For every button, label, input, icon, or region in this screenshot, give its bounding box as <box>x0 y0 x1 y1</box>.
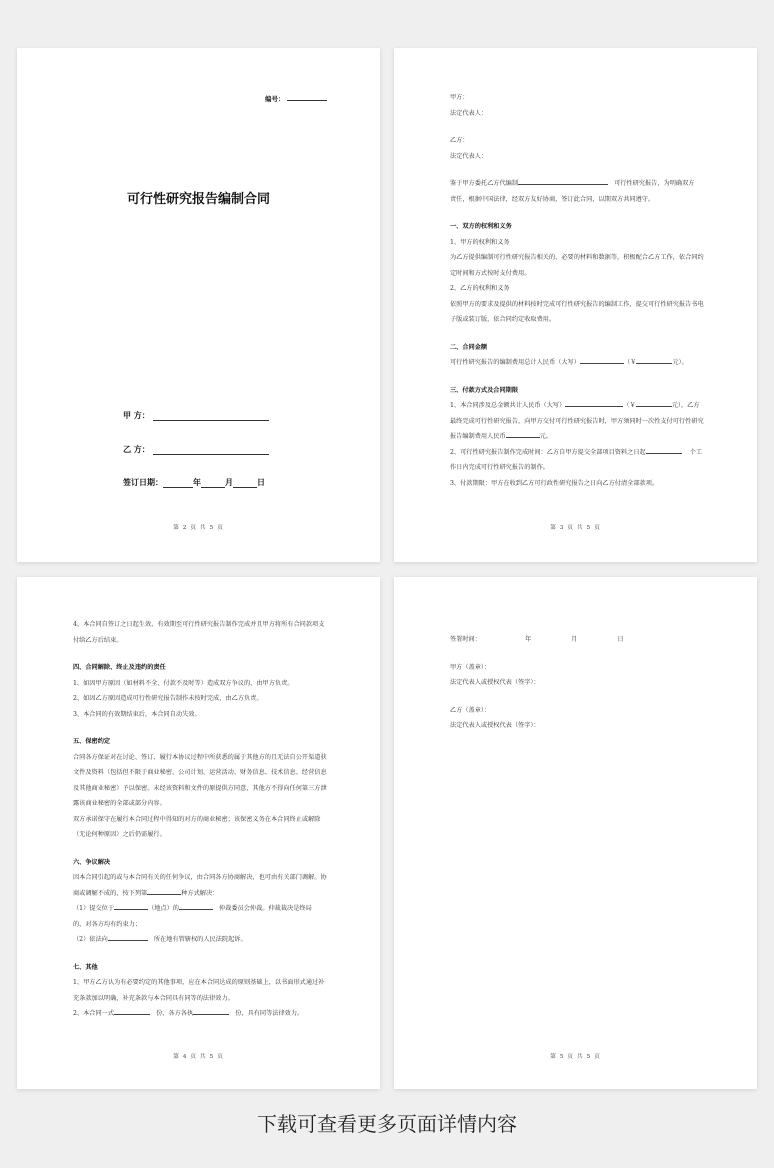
party-b-label: 乙 方： <box>123 445 150 454</box>
party-b-seal-line: 乙方（盖章）： <box>450 706 491 714</box>
party-a-label: 甲 方： <box>123 411 150 420</box>
clause-line: 4、本合同自签订之日起生效，有效期至可行性研究报告制作完成并且甲方将所有合同款项支 <box>73 621 325 628</box>
party-a-seal-line: 甲方（盖章）： <box>450 663 491 671</box>
party-b-blank <box>153 446 269 455</box>
section-heading: 一、双方的权利和义务 <box>450 223 512 230</box>
year-label: 年 <box>193 478 201 487</box>
contract-page-5 <box>394 577 757 1089</box>
section-heading: 六、争议解决 <box>73 858 111 866</box>
page-footer: 第 2 页 共 5 页 <box>173 525 224 531</box>
day-label: 日 <box>257 478 265 487</box>
preamble-line: 责任，根据中国法律，经双方友好协商，签订此合同，以期双方共同遵守。 <box>450 195 655 203</box>
clause-line: （2）依法向 所在地有管辖权的人民法院起诉。 <box>73 936 247 943</box>
section-heading: 三、付款方式及合同期限 <box>450 386 519 394</box>
clause-line: 2、可行性研究报告制作完成时间：乙方自甲方提交全部项目资料之日起 个工 <box>450 448 703 456</box>
clause-line: 付给乙方后结束。 <box>73 636 123 644</box>
clause-line: 子版或装订版，依合同约定收取费用。 <box>450 316 556 323</box>
clause-line: 1、甲方乙方认为有必要约定的其他事项，应在本合同达成的原则基础上，以书面形式通过补 <box>73 979 325 986</box>
clause-line: 最终完成可行性研究报告，向甲方交付可行性研究报告时，甲方须同时一次性支付可行性研究 <box>450 417 704 425</box>
contract-number-blank <box>287 94 327 101</box>
party-a-line: 甲方： <box>450 94 469 101</box>
clause-line: 商或调解不成的，按下列第 种方式解决： <box>73 889 219 897</box>
clause-line: 2、本合同一式 份，各方各执 份，具有同等法律效力。 <box>73 1010 304 1017</box>
clause-line: 因本合同引起的或与本合同有关的任何争议，由合同各方协商解决，也可由有关部门调解。协 <box>73 874 327 881</box>
page-4-body <box>73 617 327 1022</box>
section-heading: 二、合同金额 <box>450 343 488 351</box>
party-b-rep-line: 法定代表人或授权代表（签字）： <box>450 722 540 729</box>
contract-number-row <box>265 94 327 103</box>
clause-line: 1、如因甲方原因（如材料不全、付款不及时等）造成双方争议的，由甲方负责。 <box>73 679 294 687</box>
clause-line: （无论何种原因）之后仍需履行。 <box>73 831 166 838</box>
section-heading: 七、其他 <box>73 963 98 971</box>
clause-line: 2、乙方的权利和义务 <box>450 285 510 292</box>
section-heading: 四、合同解除、终止及违约的责任 <box>73 664 166 671</box>
page-footer: 第 3 页 共 5 页 <box>550 525 601 531</box>
month-blank <box>201 479 225 488</box>
party-b-line: 乙方： <box>450 137 469 144</box>
clause-line: 报告编制费用人民币 元。 <box>450 433 553 440</box>
clause-line: 3、付款期限：甲方在收到乙方可行政性研究报告之日向乙方付清全部款项。 <box>450 479 659 487</box>
clause-line: 定时间和方式按时支付费用。 <box>450 269 531 277</box>
contract-page-4 <box>17 577 380 1089</box>
sign-date-label: 签订日期： <box>123 478 163 487</box>
sign-time-line: 签署时间： 年 月 日 <box>450 636 624 643</box>
download-caption: 下载可查看更多页面详情内容 <box>257 1112 517 1136</box>
page-footer: 第 5 页 共 5 页 <box>550 1054 601 1060</box>
day-blank <box>233 479 257 488</box>
contract-page-3 <box>394 48 757 562</box>
clause-line: 作日内完成可行性研究报告的制作。 <box>450 464 549 471</box>
contract-title: 可行性研究报告编制合同 <box>126 192 270 207</box>
clause-line: 合同各方保证对在讨论、签订、履行本协议过程中所获悉的属于其他方的且无法自公开渠道获 <box>73 753 327 761</box>
contract-cover-page <box>17 48 380 562</box>
party-a-rep-line: 法定代表人： <box>450 109 488 117</box>
clause-line: 文件及资料（包括但不限于商业秘密、公司计划、运营活动、财务信息、技术信息、经营信息 <box>73 769 327 776</box>
party-b-row <box>123 444 269 455</box>
clause-line: 2、如因乙方原因造成可行性研究报告制作未按时完成，由乙方负责。 <box>73 695 263 702</box>
page-footer: 第 4 页 共 5 页 <box>173 1054 224 1060</box>
party-a-row <box>123 410 269 421</box>
clause-line: 1、甲方的权利和义务 <box>450 238 510 246</box>
party-a-blank <box>153 412 269 421</box>
clause-line: （1）提交位于 （地点）的 仲裁委员会仲裁。仲裁裁决是终局 <box>73 905 312 912</box>
year-blank <box>163 479 193 488</box>
preamble-line: 鉴于甲方委托乙方代编制 可行性研究报告，为明确双方 <box>450 180 695 187</box>
clause-line: 依照甲方的要求及提供的材料按时完成可行性研究报告的编制工作，提交可行性研究报告书电 <box>450 300 704 308</box>
clause-line: 1、本合同涉及总金额共计人民币（大写） （￥ 元），乙方 <box>450 402 700 409</box>
month-label: 月 <box>225 478 233 487</box>
clause-line: 充条款加以明确，补充条款与本合同具有同等的法律效力。 <box>73 994 234 1002</box>
party-b-rep-line: 法定代表人： <box>450 152 488 160</box>
contract-number-label: 编号： <box>265 95 285 103</box>
section-heading: 五、保密约定 <box>73 738 111 745</box>
page-5-body <box>450 632 701 734</box>
page-3-body <box>450 90 704 491</box>
clause-line: 3、本合同的有效期结束后，本合同自动失效。 <box>73 710 201 718</box>
sign-date-row <box>123 477 265 488</box>
clause-line: 露该商业秘密的全部或部分内容。 <box>73 800 166 807</box>
clause-line: 为乙方提供编制可行性研究报告相关的、必要的材料和数据等，积极配合乙方工作，依合同约 <box>450 254 704 261</box>
clause-line: 及其他商业秘密）予以保密。未经该资料和文件的原提供方同意，其他方不得向任何第三方泄 <box>73 784 327 792</box>
clause-line: 的，对各方均有约束力； <box>73 920 142 928</box>
amount-line: 可行性研究报告的编制费用总计人民币（大写） （￥ 元）。 <box>450 359 688 366</box>
clause-line: 双方承诺保守在履行本合同过程中得知的对方的商业秘密；该保密义务在本合同终止或解除 <box>73 815 321 823</box>
party-a-rep-line: 法定代表人或授权代表（签字）： <box>450 679 540 686</box>
